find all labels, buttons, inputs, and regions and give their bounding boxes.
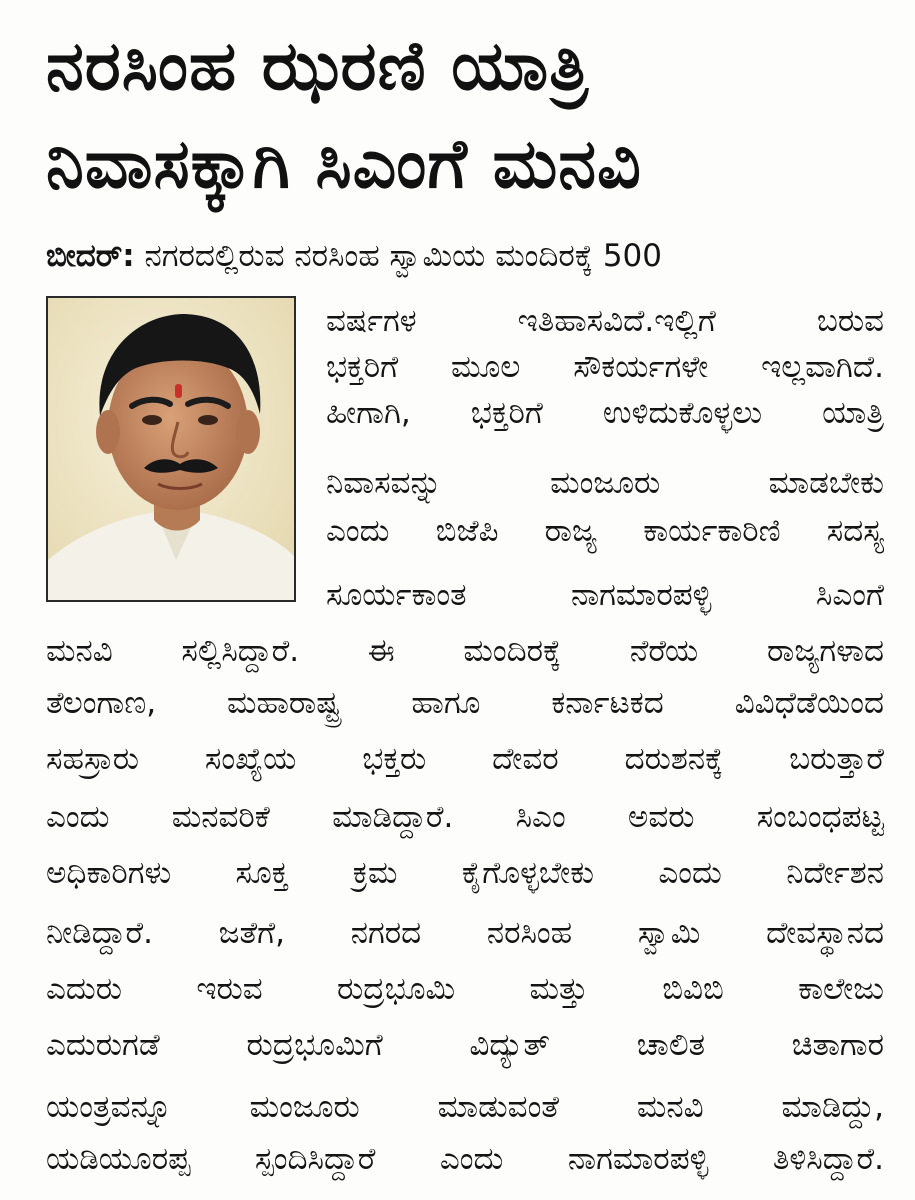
- body-line: ಯಂತ್ರವನ್ನೂ ಮಂಜೂರು ಮಾಡುವಂತೆ ಮನವಿ ಮಾಡಿದ್ದು,: [46, 1089, 884, 1125]
- body-line: ಎಂದು ಮನವರಿಕೆ ಮಾಡಿದ್ದಾರೆ. ಸಿಎಂ ಅವರು ಸಂಬಂಧಪಟ್ಟ: [46, 799, 884, 835]
- dateline: ಬೀದರ್:: [46, 238, 135, 274]
- body-line: ಎದುರುಗಡೆ ರುದ್ರಭೂಮಿಗೆ ವಿದ್ಯುತ್ ಚಾಲಿತ ಚಿತಾಗಾರ: [46, 1027, 884, 1063]
- first-line-text: ನಗರದಲ್ಲಿರುವ ನರಸಿಂಹ ಸ್ವಾಮಿಯ ಮಂದಿರಕ್ಕೆ 500: [144, 238, 662, 274]
- politician-photo: [46, 296, 296, 602]
- body-line: ನಿವಾಸವನ್ನು ಮಂಜೂರು ಮಾಡಬೇಕು: [326, 465, 884, 501]
- body-line: ಸಹಸ್ರಾರು ಸಂಖ್ಯೆಯ ಭಕ್ತರು ದೇವರ ದರುಶನಕ್ಕೆ ಬರುತ್ತಾರೆ: [46, 741, 884, 777]
- portrait-image: [48, 298, 294, 600]
- body-line: ಮನವಿ ಸಲ್ಲಿಸಿದ್ದಾರೆ. ಈ ಮಂದಿರಕ್ಕೆ ನೆರೆಯ ರಾಜ್ಯಗಳಾದ: [46, 633, 884, 669]
- body-line: ವರ್ಷಗಳ ಇತಿಹಾಸವಿದೆ.ಇಲ್ಲಿಗೆ ಬರುವ: [326, 303, 884, 339]
- body-line: ಅಧಿಕಾರಿಗಳು ಸೂಕ್ತ ಕ್ರಮ ಕೈಗೊಳ್ಳಬೇಕು ಎಂದು ನಿರ್ದೇಶನ: [46, 855, 884, 891]
- body-line: ಹೀಗಾಗಿ, ಭಕ್ತರಿಗೆ ಉಳಿದುಕೊಳ್ಳಲು ಯಾತ್ರಿ: [326, 395, 884, 431]
- body-line: ಸೂರ್ಯಕಾಂತ ನಾಗಮಾರಪಳ್ಳಿ ಸಿಎಂಗೆ: [326, 577, 884, 613]
- headline-line-2: ನಿವಾಸಕ್ಕಾಗಿ ಸಿಎಂಗೆ ಮನವಿ: [46, 125, 642, 204]
- body-line: ನೀಡಿದ್ದಾರೆ. ಜತೆಗೆ, ನಗರದ ನರಸಿಂಹ ಸ್ವಾಮಿ ದೇವಸ್ಥಾನದ: [46, 915, 884, 951]
- body-line: ಭಕ್ತರಿಗೆ ಮೂಲ ಸೌಕರ್ಯಗಳೇ ಇಲ್ಲವಾಗಿದೆ.: [326, 349, 884, 385]
- body-line: ಎಂದು ಬಿಜೆಪಿ ರಾಜ್ಯ ಕಾರ್ಯಕಾರಿಣಿ ಸದಸ್ಯ: [326, 513, 884, 549]
- body-line: ಯಡಿಯೂರಪ್ಪ ಸ್ಪಂದಿಸಿದ್ದಾರೆ ಎಂದು ನಾಗಮಾರಪಳ್ಳಿ ತಿಳಿಸಿದ್ದಾರೆ.: [46, 1141, 884, 1177]
- body-line: ಎದುರು ಇರುವ ರುದ್ರಭೂಮಿ ಮತ್ತು ಬಿವಿಬಿ ಕಾಲೇಜು: [46, 971, 884, 1007]
- body-line: ತೆಲಂಗಾಣ, ಮಹಾರಾಷ್ಟ್ರ ಹಾಗೂ ಕರ್ನಾಟಕದ ವಿವಿಧೆಡೆಯಿಂದ: [46, 685, 884, 721]
- headline-line-1: ನರಸಿಂಹ ಝರಣಿ ಯಾತ್ರಿ: [46, 27, 589, 106]
- article-first-line: [46, 228, 884, 284]
